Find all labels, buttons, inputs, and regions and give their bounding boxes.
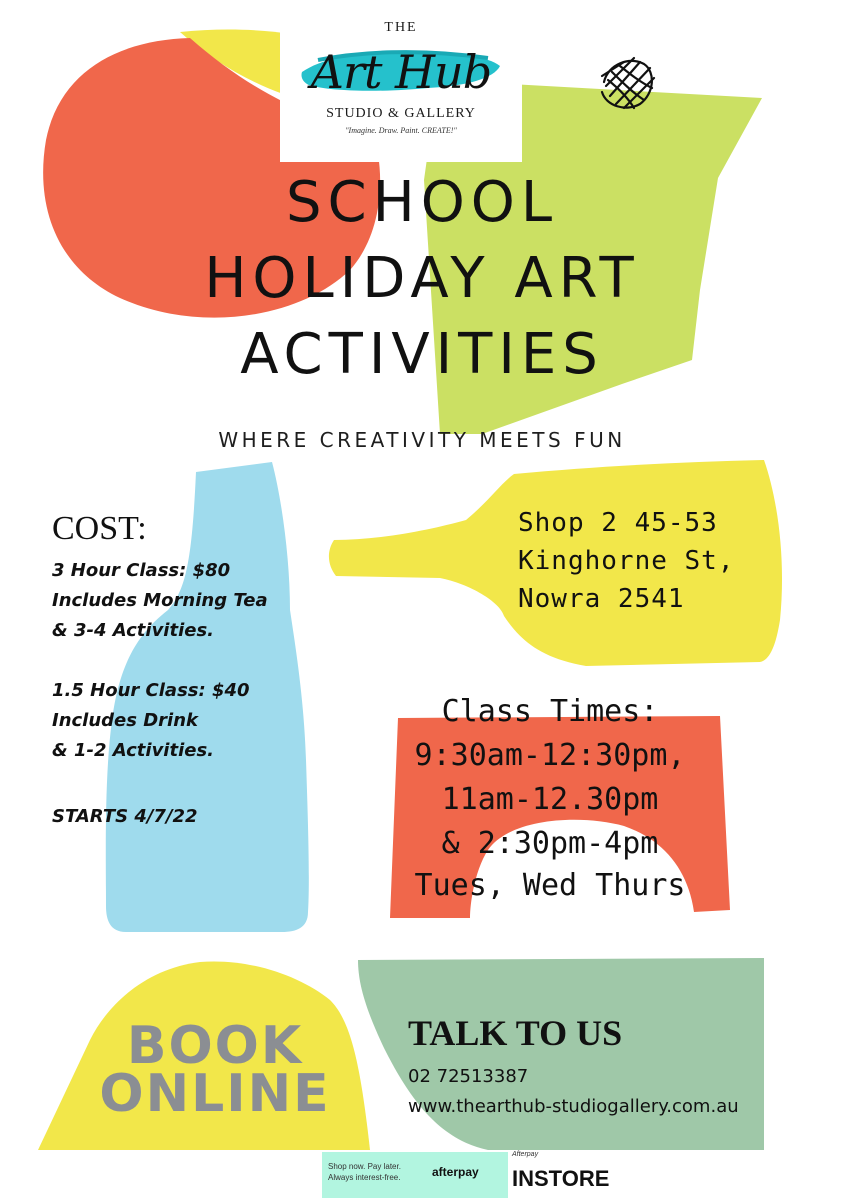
subtitle: WHERE CREATIVITY MEETS FUN xyxy=(218,428,626,452)
sage-shape xyxy=(358,958,764,1150)
scribble-icon xyxy=(594,52,658,114)
cost-line: 3 Hour Class: $80 xyxy=(52,560,231,581)
instore-label: INSTORE xyxy=(512,1166,610,1191)
afterpay-note: Shop now. Pay later. xyxy=(328,1162,401,1171)
book-online-line-2[interactable]: ONLINE xyxy=(99,1064,331,1124)
start-date: STARTS 4/7/22 xyxy=(52,806,198,827)
logo-art-hub-text: Art Hub xyxy=(310,45,492,99)
afterpay-banner xyxy=(322,1152,508,1198)
class-time-line: & 2:30pm-4pm xyxy=(441,826,659,861)
logo-tagline: "Imagine. Draw. Paint. CREATE!" xyxy=(345,126,457,135)
phone-number[interactable]: 02 72513387 xyxy=(408,1066,529,1087)
afterpay-small-label: Afterpay xyxy=(512,1151,539,1158)
address-line: Shop 2 45-53 xyxy=(518,508,718,538)
cost-line: & 1-2 Activities. xyxy=(52,740,215,761)
class-time-line: 11am-12.30pm xyxy=(441,782,659,817)
class-time-line: 9:30am-12:30pm, xyxy=(414,738,686,773)
address-line: Nowra 2541 xyxy=(518,584,685,614)
book-online-line-1[interactable]: BOOK xyxy=(126,1016,304,1076)
cost-heading: COST: xyxy=(52,510,147,547)
cost-line: & 3-4 Activities. xyxy=(52,620,215,641)
class-times-heading: Class Times: xyxy=(441,694,659,729)
cost-line: 1.5 Hour Class: $40 xyxy=(52,680,250,701)
website-link[interactable]: www.thearthub-studiogallery.com.au xyxy=(408,1096,739,1117)
cost-line: Includes Drink xyxy=(52,710,199,731)
page-title-line-1: SCHOOL xyxy=(285,170,559,235)
class-days: Tues, Wed Thurs xyxy=(414,868,686,903)
logo xyxy=(280,14,522,162)
logo-studio-text: STUDIO & GALLERY xyxy=(326,106,476,121)
contact-heading: TALK TO US xyxy=(408,1013,623,1053)
page-title-line-2: HOLIDAY ART xyxy=(204,246,640,311)
page-title-line-3: ACTIVITIES xyxy=(240,322,604,387)
afterpay-note: Always interest-free. xyxy=(328,1173,401,1182)
cost-line: Includes Morning Tea xyxy=(52,590,268,611)
address-line: Kinghorne St, xyxy=(518,546,735,576)
logo-the-text: THE xyxy=(384,20,418,35)
afterpay-logo: afterpay xyxy=(432,1165,479,1179)
